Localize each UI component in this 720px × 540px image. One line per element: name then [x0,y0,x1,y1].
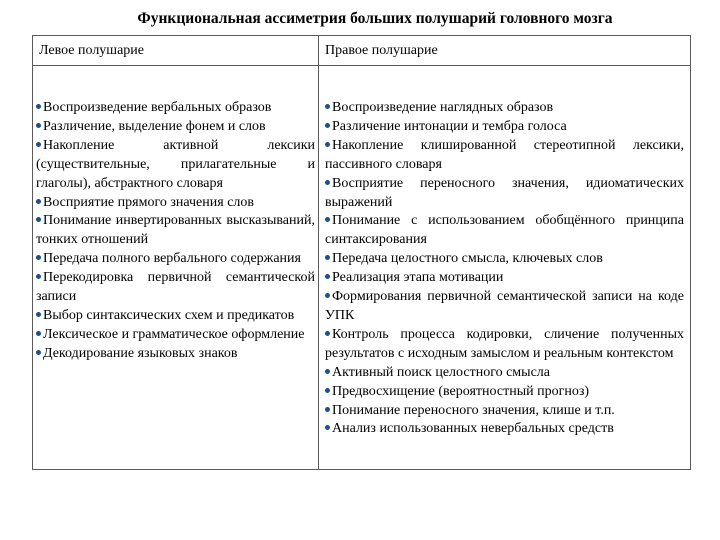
bullet-icon [36,217,41,222]
bullet-icon [36,255,41,260]
bullet-icon [325,217,330,222]
bullet-icon [325,274,330,279]
bullet-icon [36,142,41,147]
list-item: Активный поиск целостного смысла [325,364,684,383]
bullet-icon [325,255,330,260]
bullet-icon [36,331,41,336]
page-title: Функциональная ассиметрия больших полушарий головного мозга [137,10,613,27]
bullet-icon [325,407,330,412]
bullet-icon [325,293,330,298]
list-item: Предвосхищение (вероятностный прогноз) [325,383,684,402]
bullet-icon [325,369,330,374]
list-item: Понимание инвертированных высказываний, тонких отношений [36,213,315,248]
list-item: Воспроизведение вербальных образов [36,99,315,118]
list-item: Контроль процесса кодировки, сличение полученных результатов с исходным замыслом и реальным контекстом [325,326,684,361]
header-left-hemisphere: Левое полушарие [33,36,319,66]
bullet-icon [36,350,41,355]
list-item: Формирования первичной семантической записи на коде УПК [325,289,684,323]
bullet-icon [325,180,330,185]
list-item: Воспроизведение наглядных образов [325,99,684,118]
list-item: Различение интонации и тембра голоса [325,118,684,137]
bullet-icon [36,274,41,279]
list-item: Выбор синтаксических схем и предикатов [36,307,315,326]
list-item: Понимание с использованием обобщённого принципа синтаксирования [325,213,684,248]
list-item: Реализация этапа мотивации [325,269,684,288]
table-header-row [33,36,691,66]
bullet-icon [325,104,330,109]
bullet-icon [325,142,330,147]
bullet-icon [325,425,330,430]
list-item: Накопление активной лексики (существительные, прилагательные и глаголы), абстрактного словаря [36,137,315,191]
list-item: Понимание переносного значения, клише и т.п. [325,402,684,421]
list-item: Накопление клишированной стереотипной лексики, пассивного словаря [325,137,684,172]
bullet-icon [325,331,330,336]
left-hemisphere-cell [33,66,319,470]
list-item: Анализ использованных невербальных средств [325,420,684,439]
bullet-icon [36,123,41,128]
list-item: Передача полного вербального содержания [36,250,315,269]
header-right-hemisphere: Правое полушарие [319,36,691,66]
bullet-icon [36,104,41,109]
list-item: Перекодировка первичной семантической записи [36,270,315,305]
bullet-icon [36,199,41,204]
list-item: Декодирование языковых знаков [36,345,315,364]
bullet-icon [325,123,330,128]
list-item: Различение, выделение фонем и слов [36,118,315,137]
right-hemisphere-cell [319,66,691,470]
list-item: Восприятие переносного значения, идиоматических выражений [325,175,684,210]
bullet-icon [36,312,41,317]
list-item: Восприятие прямого значения слов [36,194,315,213]
bullet-icon [325,388,330,393]
comparison-table [32,35,691,470]
table-row [33,66,691,470]
list-item: Лексическое и грамматическое оформление [36,326,315,345]
list-item: Передача целостного смысла, ключевых слов [325,250,684,269]
